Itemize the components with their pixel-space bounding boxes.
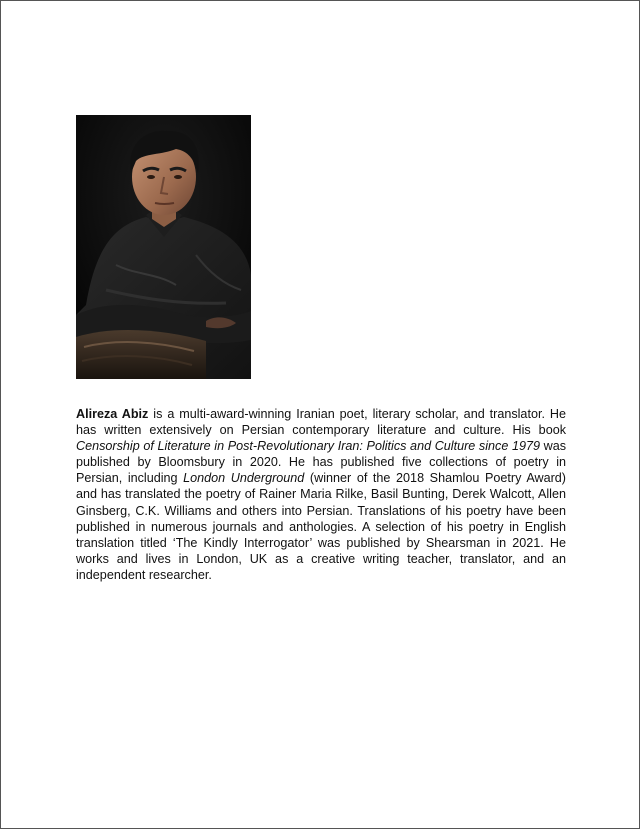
author-name: Alireza Abiz — [76, 407, 149, 421]
author-photo — [76, 115, 251, 379]
bio-text-part-1: is a multi-award-winning Iranian poet, literary scholar, and translator. He has written extensively on Persian contemporary literature and culture. His book — [76, 407, 566, 438]
book-title-censorship: Censorship of Literature in Post-Revolutionary Iran: Politics and Culture since 1979 — [76, 439, 540, 454]
bio-text-part-3: (winner of the 2018 Shamlou Poetry Award) and has translated the poetry of Rainer Maria Rilke, Basil Bunting, Derek Walcott, Allen Ginsberg, C.K. Williams and others into Persian. Translations of his poetry have been published in numerous journals and anthologies. A selection of his poetry in English translation titled ‘The Kindly Interrogator’ was published by Shearsman in 2021. He works and lives in London, UK as a creative writing teacher, translator, and an independent researcher. — [76, 471, 566, 582]
author-bio-paragraph — [76, 406, 566, 583]
bio-text-part-2: was published by Bloomsbury in 2020. He has published five collections of poetry in Persian, including — [76, 439, 566, 486]
book-title-london-underground: London Underground — [183, 471, 305, 486]
author-portrait-photo — [76, 115, 251, 379]
